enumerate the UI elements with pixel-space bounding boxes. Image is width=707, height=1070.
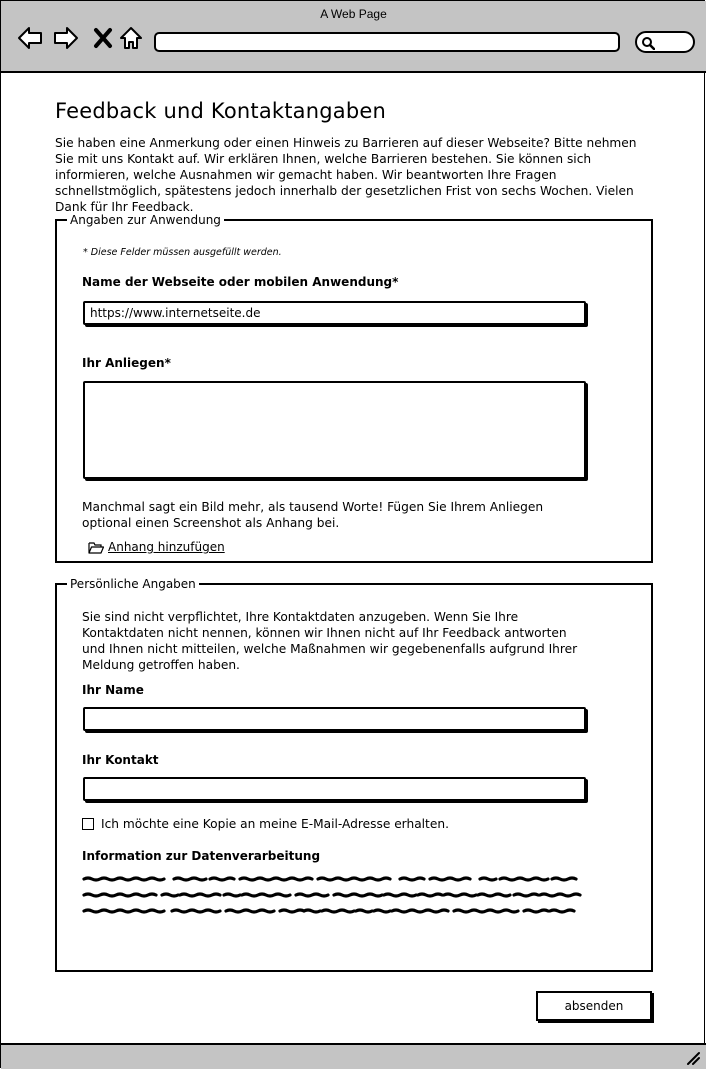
site-name-input[interactable] <box>83 301 586 325</box>
application-section-legend: Angaben zur Anwendung <box>70 213 221 227</box>
add-attachment-link-wrapper[interactable] <box>88 540 225 554</box>
add-attachment-link[interactable]: Anhang hinzufügen <box>108 540 225 554</box>
contact-label: Ihr Kontakt <box>82 753 159 767</box>
site-name-label: Name der Webseite oder mobilen Anwendung* <box>82 275 399 289</box>
concern-textarea[interactable] <box>83 381 586 479</box>
arrow-right-icon[interactable] <box>53 25 79 51</box>
name-input[interactable] <box>83 707 586 731</box>
copy-email-label: Ich möchte eine Kopie an meine E-Mail-Adresse erhalten. <box>101 817 449 831</box>
name-label: Ihr Name <box>82 683 144 697</box>
status-bar <box>1 1043 706 1069</box>
home-icon[interactable] <box>118 25 144 51</box>
copy-email-checkbox[interactable] <box>82 818 94 830</box>
page-intro: Sie haben eine Anmerkung oder einen Hinweis zu Barrieren auf dieser Webseite? Bitte nehmen Sie mit uns Kontakt auf. Wir erklären Ihnen, welche Barrieren bestehen. Sie können sich informieren, welche Ausnahmen wir gemacht haben. Wir beantworten Ihre Fragen schnellstmöglich, spätestens jedoch innerhalb der gesetzlichen Frist von sechs Wochen. Vielen Dank für Ihr Feedback. <box>55 136 637 214</box>
address-bar[interactable] <box>154 32 620 52</box>
privacy-placeholder-text <box>82 875 582 925</box>
personal-intro: Sie sind nicht verpflichtet, Ihre Kontaktdaten anzugeben. Wenn Sie Ihre Kontaktdaten nicht nennen, können wir Ihnen nicht auf Ihr Feedback antworten und Ihnen nicht mitteilen, welche Maßnahmen wir gegebenenfalls aufgrund Ihrer Meldung getroffen haben. <box>82 610 578 672</box>
arrow-left-icon[interactable] <box>17 25 43 51</box>
page-title: Feedback und Kontaktangaben <box>55 99 387 123</box>
application-section <box>55 213 653 563</box>
attachment-hint: Manchmal sagt ein Bild mehr, als tausend Worte! Fügen Sie Ihrem Anliegen optional einen Screenshot als Anhang bei. <box>82 500 544 530</box>
required-fields-note: * Diese Felder müssen ausgefüllt werden. <box>83 247 282 258</box>
folder-open-icon <box>88 541 104 554</box>
submit-button[interactable]: absenden <box>536 991 652 1021</box>
personal-section <box>55 577 653 972</box>
contact-input[interactable] <box>83 777 586 801</box>
resize-grip-icon[interactable] <box>686 1051 700 1065</box>
search-icon <box>641 36 655 50</box>
window-title: A Web Page <box>320 7 387 21</box>
privacy-heading: Information zur Datenverarbeitung <box>82 849 321 863</box>
browser-search-field[interactable] <box>635 31 695 53</box>
close-icon[interactable] <box>91 25 117 51</box>
concern-label: Ihr Anliegen* <box>82 356 171 370</box>
browser-toolbar <box>1 1 706 73</box>
personal-section-legend: Persönliche Angaben <box>70 577 196 591</box>
